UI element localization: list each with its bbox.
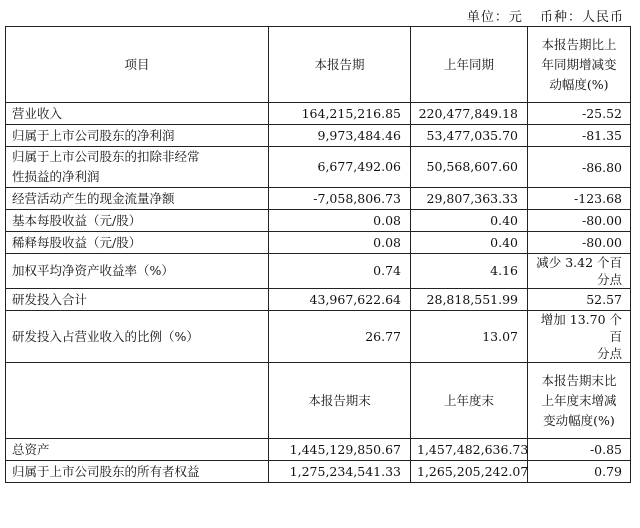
cell-current: 6,677,492.06: [269, 147, 411, 188]
row-label-line: 加权平均净资产收益率（%）: [12, 263, 174, 278]
cell-previous: 53,477,035.70: [411, 125, 528, 147]
cell-previous: 0.40: [411, 210, 528, 232]
row-label: [6, 439, 269, 461]
cell-change: [528, 461, 631, 483]
cell-change-line: 52.57: [586, 292, 622, 307]
cell-current: 0.08: [269, 210, 411, 232]
cell-current: 43,967,622.64: [269, 289, 411, 311]
cell-change-line: -25.52: [581, 106, 622, 121]
row-label: [6, 103, 269, 125]
table-row: [6, 311, 631, 363]
cell-change: [528, 188, 631, 210]
cell-previous: 28,818,551.99: [411, 289, 528, 311]
table-row: [6, 147, 631, 188]
header-change-line: 变动幅度(%): [543, 412, 615, 428]
cell-current: 1,275,234,541.33: [269, 461, 411, 483]
table-row: [6, 103, 631, 125]
row-label: [6, 147, 269, 188]
unit-label: 单位：元: [466, 10, 523, 25]
header-empty-cell: [6, 363, 269, 439]
header-row-balance: [6, 363, 631, 439]
cell-current: 0.08: [269, 232, 411, 254]
row-label: [6, 125, 269, 147]
cell-change-line: -81.35: [581, 128, 622, 143]
cell-change-line: 减少 3.42 个百: [536, 255, 622, 270]
row-label: [6, 188, 269, 210]
cell-current: 9,973,484.46: [269, 125, 411, 147]
cell-change: [528, 125, 631, 147]
cell-previous: 29,807,363.33: [411, 188, 528, 210]
cell-previous: 0.40: [411, 232, 528, 254]
cell-current: 0.74: [269, 254, 411, 289]
row-label: [6, 210, 269, 232]
row-label-line: 归属于上市公司股东的扣除非经常: [12, 149, 200, 164]
cell-change: [528, 311, 631, 363]
table-row: [6, 439, 631, 461]
row-label: [6, 311, 269, 363]
row-label-line: 基本每股收益（元/股）: [12, 212, 142, 228]
table-row: [6, 461, 631, 483]
header-change-line: 年同期增减变: [541, 56, 617, 72]
cell-change: [528, 232, 631, 254]
cell-change: [528, 439, 631, 461]
table-row: [6, 188, 631, 210]
cell-change-line: -80.00: [581, 235, 622, 250]
row-label: [6, 254, 269, 289]
cell-previous: 4.16: [411, 254, 528, 289]
cell-change-line: -123.68: [574, 191, 622, 206]
row-label: [6, 232, 269, 254]
header-change-line: 本报告期比上: [541, 36, 617, 52]
header-previous-year-end: 上年度末: [411, 363, 528, 439]
row-label-line: 研发投入合计: [12, 291, 88, 307]
header-change-line: 本报告期末比: [541, 372, 617, 388]
cell-change-line: -80.00: [581, 213, 622, 228]
header-previous-period: 上年同期: [411, 27, 528, 103]
table-row: [6, 210, 631, 232]
row-label-line: 营业收入: [12, 105, 63, 121]
cell-current: -7,058,806.73: [269, 188, 411, 210]
cell-previous: 50,568,607.60: [411, 147, 528, 188]
header-current-period: 本报告期: [269, 27, 411, 103]
cell-change: [528, 147, 631, 188]
row-label-line: 归属于上市公司股东的净利润: [12, 127, 175, 143]
header-change-balance: [528, 363, 631, 439]
row-label-line: 归属于上市公司股东的所有者权益: [12, 463, 200, 479]
cell-change: [528, 254, 631, 289]
cell-previous: 220,477,849.18: [411, 103, 528, 125]
cell-change-line: 分点: [596, 346, 622, 361]
table-body: [6, 27, 631, 483]
unit-line: [455, 6, 624, 25]
cell-change-line: -86.80: [581, 159, 622, 175]
header-change-line: 动幅度(%): [549, 76, 609, 92]
cell-change-line: 0.79: [594, 464, 622, 479]
header-change: [528, 27, 631, 103]
cell-previous: 1,457,482,636.73: [411, 439, 528, 461]
row-label-line: 研发投入占营业收入的比例（%）: [12, 328, 199, 344]
cell-previous: 1,265,205,242.07: [411, 461, 528, 483]
header-item: 项目: [6, 27, 269, 103]
cell-current: 164,215,216.85: [269, 103, 411, 125]
row-label: [6, 289, 269, 311]
cell-change: [528, 289, 631, 311]
table-row: [6, 254, 631, 289]
row-label-line: 稀释每股收益（元/股）: [12, 234, 142, 250]
row-label-line: 经营活动产生的现金流量净额: [12, 190, 175, 206]
header-period-end: 本报告期末: [269, 363, 411, 439]
row-label: [6, 461, 269, 483]
header-change-line: 上年度末增减: [541, 392, 617, 408]
cell-change-line: -0.85: [589, 442, 622, 457]
header-row: [6, 27, 631, 103]
financial-data-table: [5, 26, 631, 483]
cell-current: 1,445,129,850.67: [269, 439, 411, 461]
cell-previous: 13.07: [411, 311, 528, 363]
cell-change: [528, 210, 631, 232]
row-label-line: 总资产: [12, 441, 50, 457]
cell-current: 26.77: [269, 311, 411, 363]
table-row: [6, 232, 631, 254]
row-label-line: 性损益的净利润: [12, 169, 100, 184]
table-row: [6, 125, 631, 147]
cell-change: [528, 103, 631, 125]
currency-label: 币种：人民币: [539, 10, 624, 25]
cell-change-line: 分点: [596, 272, 622, 287]
cell-change-line: 增加 13.70 个百: [540, 312, 622, 344]
table-row: [6, 289, 631, 311]
